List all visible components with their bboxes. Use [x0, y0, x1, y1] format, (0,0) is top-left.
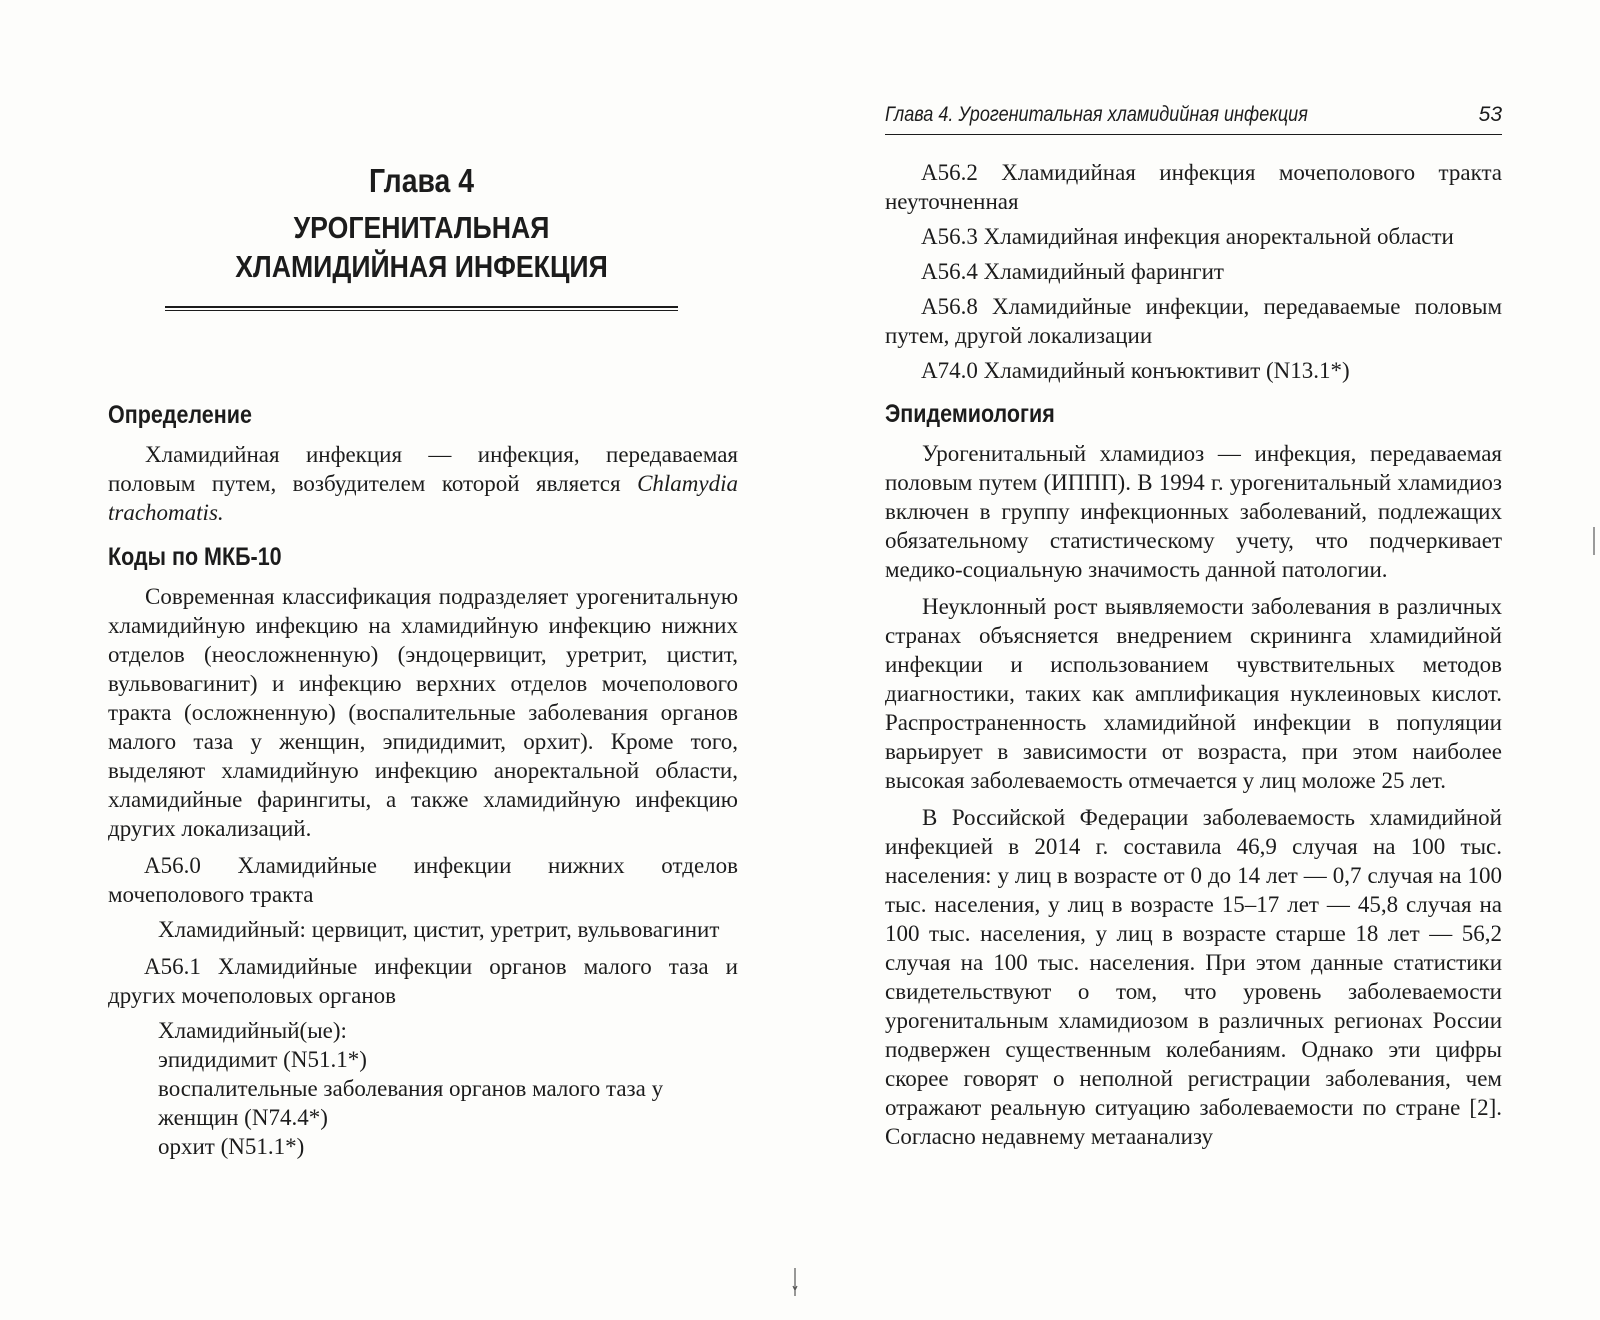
epidemiology-paragraph: Урогенитальный хламидиоз — инфекция, передаваемая половым путем (ИППП). В 1994 г. урогенитальный хламидиоз включен в группу инфекционных заболеваний, подлежащих обязательному статистическому учету, что подчеркивает медико-социальную значимость данной патологии.	[885, 441, 1502, 582]
icd-code-a561: A56.1 Хламидийные инфекции органов малого таза и других мочеполовых органов	[108, 954, 738, 1008]
running-head	[885, 100, 1502, 135]
icd-code-item: A56.8 Хламидийные инфекции, передаваемые половым путем, другой локализации	[885, 294, 1502, 348]
icd-code-a560: A56.0 Хламидийные инфекции нижних отделов мочеполового тракта	[108, 853, 738, 907]
icd-code-a561-line: эпидидимит (N51.1*)	[158, 1047, 367, 1072]
icd-code-item: A56.2 Хламидийная инфекция мочеполового тракта неуточненная	[885, 160, 1502, 214]
icd-code-item: A56.3 Хламидийная инфекция аноректальной области	[921, 224, 1454, 249]
definition-paragraph	[108, 440, 738, 527]
icd-code-item: A56.4 Хламидийный фарингит	[921, 259, 1224, 284]
icd-code-item: A74.0 Хламидийный конъюктивит (N13.1*)	[921, 358, 1350, 383]
definition-heading: Определение	[108, 401, 252, 429]
chapter-title: УРОГЕНИТАЛЬНАЯ ХЛАМИДИЙНАЯ ИНФЕКЦИЯ	[235, 210, 608, 284]
icd-code-a561-line: Хламидийный(ые):	[158, 1018, 347, 1043]
right-text-column	[885, 158, 1502, 1151]
left-text-column	[108, 400, 738, 1161]
organism-name: Chlamydia trachomatis.	[108, 471, 739, 525]
chapter-header	[165, 160, 678, 311]
definition-text: Хламидийная инфекция — инфекция, передаваемая половым путем, возбудителем которой является	[108, 442, 738, 496]
icd-heading: Коды по МКБ-10	[108, 543, 282, 571]
icd-code-a561-line: орхит (N51.1*)	[158, 1134, 305, 1159]
icd-code-a560-detail: Хламидийный: цервицит, цистит, уретрит, вульвовагинит	[158, 917, 720, 942]
icd-code-a561-line: воспалительные заболевания органов малого таза у женщин (N74.4*)	[158, 1076, 664, 1130]
epidemiology-paragraph: В Российской Федерации заболеваемость хламидийной инфекцией в 2014 г. составила 46,9 случая на 100 тыс. населения: у лиц в возрасте от 0 до 14 лет — 0,7 случая на 100 тыс. населения, у лиц в возрасте 15–17 лет — 45,8 случая на 100 тыс. населения, у лиц в возрасте старше 18 лет — 56,2 случая на 100 тыс. населения. При этом данные статистики свидетельствуют о том, что уровень заболеваемости урогенитальным хламидиозом в различных регионах России подвержен существенным колебаниям. Однако эти цифры скорее говорят о неполной регистрации заболевания, чем отражают реальную ситуацию заболеваемости по стране [2]. Согласно недавнему метаанализу	[885, 805, 1502, 1149]
page-number: 53	[1478, 103, 1502, 126]
icd-intro-paragraph: Современная классификация подразделяет урогенитальную хламидийную инфекцию на хламидийную инфекцию нижних отделов (неосложненную) (эндоцервицит, уретрит, цистит, вульвовагинит) и инфекцию верхних отделов мочеполового тракта (осложненную) (воспалительные заболевания органов малого таза у женщин, эпидидимит, орхит). Кроме того, выделяют хламидийную инфекцию аноректальной области, хламидийные фарингиты, а также хламидийную инфекцию других локализаций.	[108, 584, 738, 841]
chapter-number: Глава 4	[368, 162, 475, 199]
running-head-title: Глава 4. Урогенитальная хламидийная инфекция	[885, 103, 1308, 126]
page-edge-mark	[1593, 527, 1595, 555]
epidemiology-heading: Эпидемиология	[885, 400, 1055, 428]
epidemiology-paragraph: Неуклонный рост выявляемости заболевания в различных странах объясняется внедрением скрининга хламидийной инфекции и использованием чувствительных методов диагностики, таких как амплификация нуклеиновых кислот. Распространенность хламидийной инфекции в популяции варьирует в зависимости от возраста, при этом наиболее высокая заболеваемость отмечается у лиц моложе 25 лет.	[885, 594, 1502, 793]
right-page	[800, 0, 1600, 1320]
chapter-title-rule	[165, 306, 678, 311]
gutter-binding-mark	[792, 1268, 798, 1296]
